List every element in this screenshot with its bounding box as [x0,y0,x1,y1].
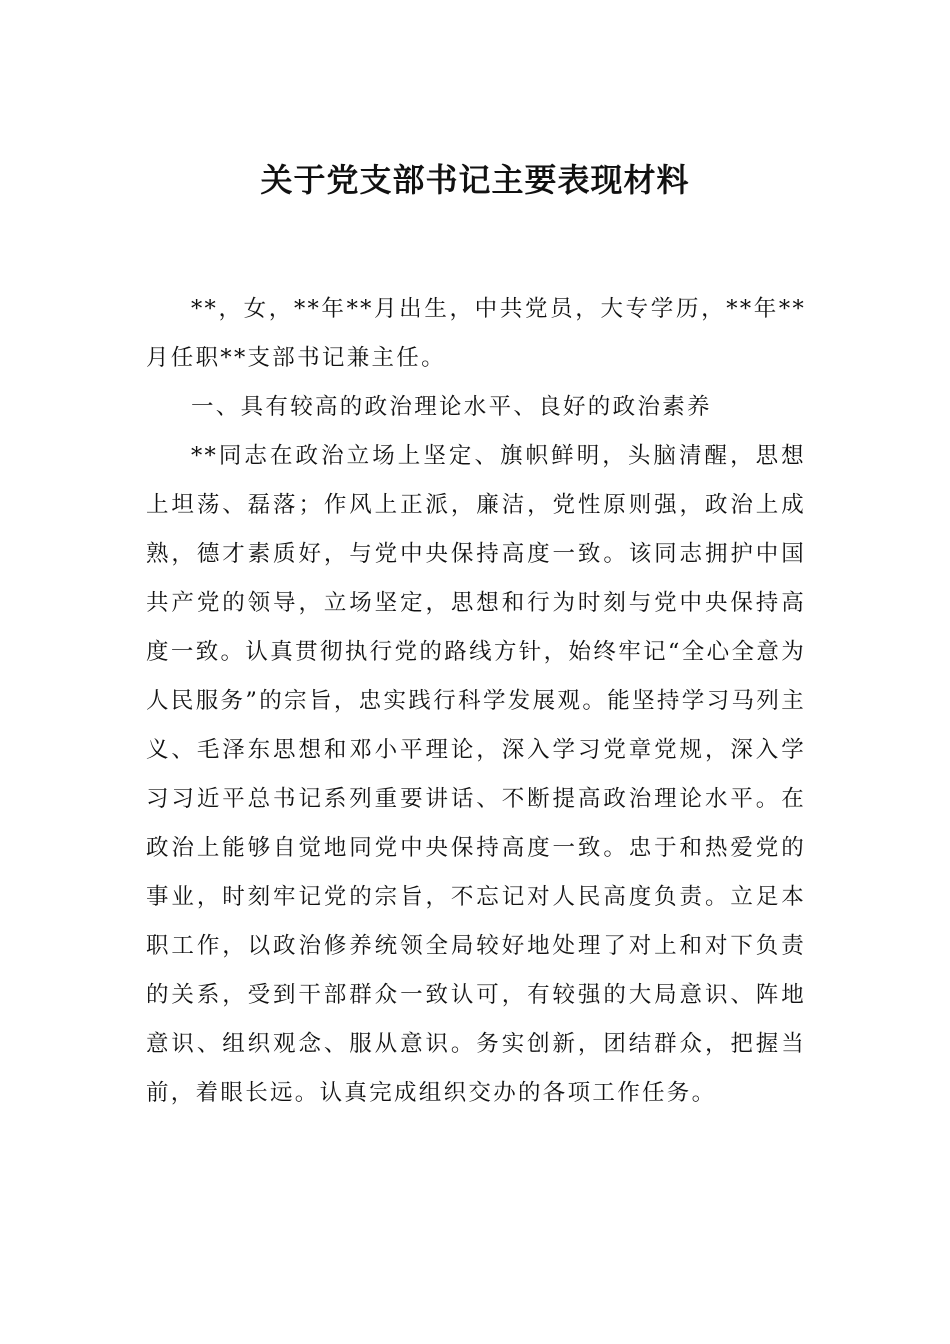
document-body [146,285,806,1118]
section-paragraph: **同志在政治立场上坚定、旗帜鲜明，头脑清醒，思想上坦荡、磊落；作风上正派，廉洁，党性原则强，政治上成熟，德才素质好，与党中央保持高度一致。该同志拥护中国共产党的领导，立场坚定，思想和行为时刻与党中央保持高度一致。认真贯彻执行党的路线方针，始终牢记“全心全意为人民服务”的宗旨，忠实践行科学发展观。能坚持学习马列主义、毛泽东思想和邓小平理论，深入学习党章党规，深入学习习近平总书记系列重要讲话、不断提高政治理论水平。在政治上能够自觉地同党中央保持高度一致。忠于和热爱党的事业，时刻牢记党的宗旨，不忘记对人民高度负责。立足本职工作，以政治修养统领全局较好地处理了对上和对下负责的关系，受到干部群众一致认可，有较强的大局意识、阵地意识、组织观念、服从意识。务实创新，团结群众，把握当前，着眼长远。认真完成组织交办的各项工作任务。 [146,443,806,1106]
intro-paragraph: **，女，**年**月出生，中共党员，大专学历，**年**月任职**支部书记兼主任。 [146,296,806,371]
document-title: 关于党支部书记主要表现材料 [260,161,690,199]
section-heading: 一、具有较高的政治理论水平、良好的政治素养 [191,394,712,420]
